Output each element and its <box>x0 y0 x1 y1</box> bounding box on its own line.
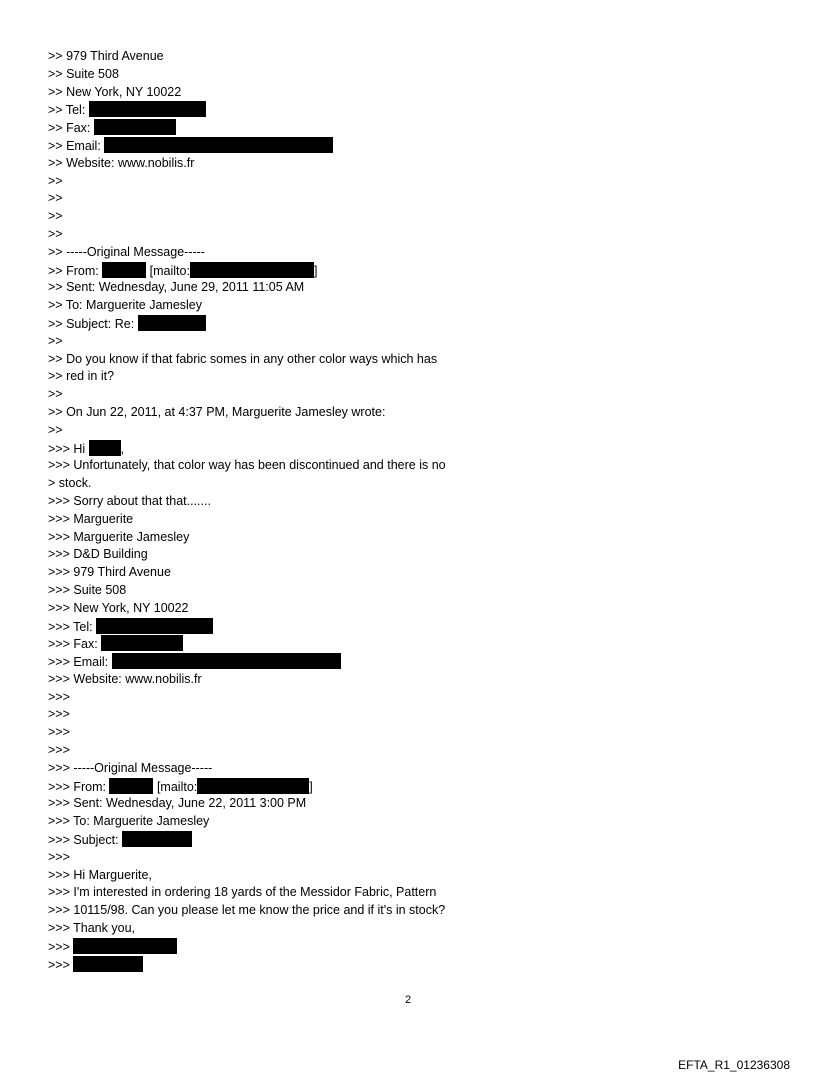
email-line <box>48 831 788 849</box>
email-line <box>48 760 788 778</box>
line-text: >> Fax: <box>48 121 94 136</box>
email-line <box>48 190 788 208</box>
email-body <box>48 48 788 973</box>
line-text: >>> Tel: <box>48 619 97 634</box>
redaction-block <box>73 956 143 972</box>
line-text: >> From: <box>48 263 103 278</box>
email-line <box>48 618 788 636</box>
line-text: >>> <box>48 689 70 704</box>
line-text: >>> Sent: Wednesday, June 22, 2011 3:00 PM <box>48 796 307 811</box>
redaction-block <box>197 778 309 794</box>
email-line <box>48 600 788 618</box>
line-text: >> Tel: <box>48 103 89 118</box>
line-text: >>> Fax: <box>48 637 102 652</box>
redaction-block <box>96 618 213 634</box>
email-line <box>48 119 788 137</box>
line-text-tail: ] <box>309 779 313 794</box>
email-line <box>48 493 788 511</box>
line-text: >> Website: www.nobilis.fr <box>48 155 195 170</box>
line-text: >> To: Marguerite Jamesley <box>48 298 203 313</box>
line-text: >> <box>48 226 63 241</box>
line-text: >>> <box>48 849 70 864</box>
line-text: >>> <box>48 957 74 972</box>
line-text: >>> Email: <box>48 655 112 670</box>
email-line <box>48 867 788 885</box>
email-line <box>48 902 788 920</box>
redaction-block <box>109 778 153 794</box>
line-text: >>> -----Original Message----- <box>48 760 213 775</box>
email-line <box>48 653 788 671</box>
line-text: >>> <box>48 939 74 954</box>
redaction-block <box>89 440 121 456</box>
email-line <box>48 457 788 475</box>
email-line <box>48 244 788 262</box>
email-line <box>48 404 788 422</box>
redaction-block <box>190 262 314 278</box>
line-text: >>> Hi <box>48 441 89 456</box>
email-line <box>48 422 788 440</box>
redaction-block <box>112 653 341 669</box>
email-line <box>48 315 788 333</box>
email-line <box>48 440 788 458</box>
redaction-block <box>102 262 146 278</box>
line-text: >> red in it? <box>48 369 115 384</box>
line-text-tail: , <box>120 441 125 456</box>
redaction-block <box>89 101 206 117</box>
line-text: >> <box>48 209 63 224</box>
line-text: >>> Suite 508 <box>48 582 127 597</box>
line-text: >>> Marguerite <box>48 511 134 526</box>
document-id: EFTA_R1_01236308 <box>678 1058 790 1072</box>
line-text: >>> D&D Building <box>48 547 148 562</box>
email-line <box>48 279 788 297</box>
email-line <box>48 351 788 369</box>
line-text: >> Subject: Re: <box>48 316 138 331</box>
email-line <box>48 920 788 938</box>
email-line <box>48 742 788 760</box>
line-text: >> Suite 508 <box>48 66 119 81</box>
email-line <box>48 101 788 119</box>
line-text: > stock. <box>48 476 92 491</box>
line-text: >> On Jun 22, 2011, at 4:37 PM, Marguerite Jamesley wrote: <box>48 404 386 419</box>
email-line <box>48 689 788 707</box>
page-number: 2 <box>404 994 412 1006</box>
email-line <box>48 155 788 173</box>
email-line <box>48 884 788 902</box>
redaction-block <box>73 938 177 954</box>
line-text: >>> 10115/98. Can you please let me know the price and if it's in stock? <box>48 903 446 918</box>
email-line <box>48 706 788 724</box>
line-text: >>> Hi Marguerite, <box>48 867 152 882</box>
email-line <box>48 368 788 386</box>
line-text: >>> <box>48 743 70 758</box>
email-line <box>48 226 788 244</box>
line-text: >>> Website: www.nobilis.fr <box>48 671 202 686</box>
line-text: >>> <box>48 725 70 740</box>
email-line <box>48 529 788 547</box>
line-text: >> <box>48 387 63 402</box>
line-text: >>> Marguerite Jamesley <box>48 529 190 544</box>
email-line <box>48 173 788 191</box>
line-text: >> <box>48 191 63 206</box>
line-text: >> <box>48 173 63 188</box>
line-text: >>> 979 Third Avenue <box>48 565 171 580</box>
line-text: >>> I'm interested in ordering 18 yards of the Messidor Fabric, Pattern <box>48 885 437 900</box>
email-line <box>48 208 788 226</box>
line-text: >>> To: Marguerite Jamesley <box>48 814 210 829</box>
email-line <box>48 511 788 529</box>
email-line <box>48 671 788 689</box>
email-line <box>48 137 788 155</box>
email-line <box>48 297 788 315</box>
line-text: >>> New York, NY 10022 <box>48 600 189 615</box>
line-text-mid: [mailto: <box>146 263 190 278</box>
email-line <box>48 48 788 66</box>
email-line <box>48 386 788 404</box>
line-text: >> -----Original Message----- <box>48 244 205 259</box>
line-text: >>> Subject: <box>48 833 123 848</box>
redaction-block <box>122 831 192 847</box>
email-line <box>48 582 788 600</box>
redaction-block <box>101 635 183 651</box>
email-line <box>48 795 788 813</box>
line-text-tail: ] <box>313 263 318 278</box>
redaction-block <box>94 119 176 135</box>
line-text: >>> From: <box>48 779 110 794</box>
email-line <box>48 849 788 867</box>
redaction-block <box>104 137 333 153</box>
email-line <box>48 724 788 742</box>
email-line <box>48 635 788 653</box>
email-line <box>48 333 788 351</box>
email-line <box>48 813 788 831</box>
redaction-block <box>138 315 206 331</box>
email-line <box>48 956 788 974</box>
line-text: >> <box>48 422 63 437</box>
line-text: >>> Sorry about that that....... <box>48 493 211 508</box>
line-text: >>> Unfortunately, that color way has been discontinued and there is no <box>48 458 446 473</box>
email-line <box>48 66 788 84</box>
line-text: >>> Thank you, <box>48 921 135 936</box>
line-text-mid: [mailto: <box>153 779 198 794</box>
email-line <box>48 475 788 493</box>
line-text: >> Sent: Wednesday, June 29, 2011 11:05 AM <box>48 280 305 295</box>
email-line <box>48 938 788 956</box>
email-line <box>48 564 788 582</box>
email-line <box>48 84 788 102</box>
email-line <box>48 546 788 564</box>
email-line <box>48 262 788 280</box>
line-text: >> <box>48 333 63 348</box>
line-text: >> 979 Third Avenue <box>48 49 164 63</box>
email-line <box>48 778 788 796</box>
line-text: >>> <box>48 707 70 722</box>
line-text: >> New York, NY 10022 <box>48 84 182 99</box>
line-text: >> Email: <box>48 138 105 153</box>
line-text: >> Do you know if that fabric somes in any other color ways which has <box>48 351 438 366</box>
